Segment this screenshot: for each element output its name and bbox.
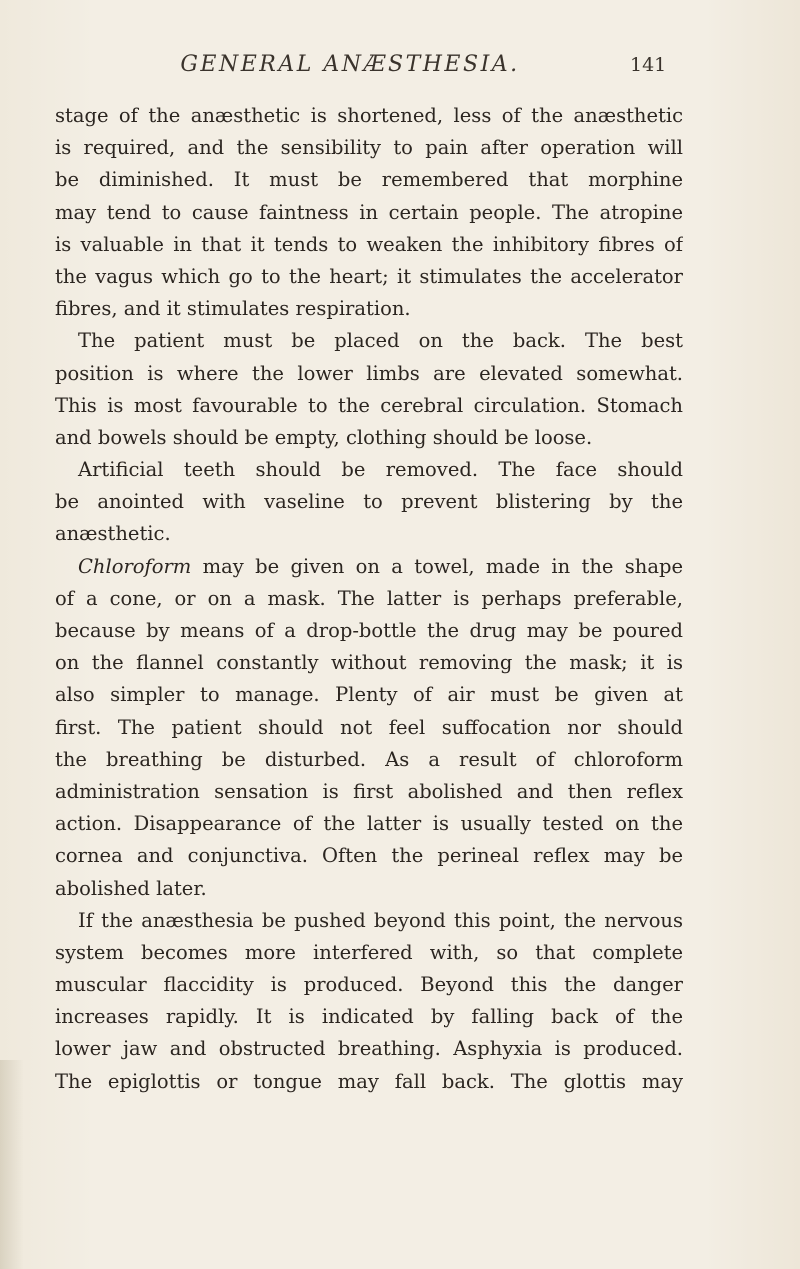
text-line: position is where the lower limbs are elevated somewhat. bbox=[55, 361, 683, 385]
text-line: be diminished. It must be remembered that morphine bbox=[55, 168, 683, 192]
text-span: may be given on a towel, made in the shape bbox=[191, 554, 683, 578]
text-line: the vagus which go to the heart; it stimulates the accelerator bbox=[55, 264, 683, 288]
text-line: is required, and the sensibility to pain after operation will bbox=[55, 136, 683, 160]
text-line: anæsthetic. bbox=[55, 522, 171, 546]
text-line: of a cone, or on a mask. The latter is perhaps preferable, bbox=[55, 586, 683, 610]
text-line: If the anæsthesia be pushed beyond this point, the nervous bbox=[78, 908, 683, 932]
text-line: The epiglottis or tongue may fall back. The glottis may bbox=[55, 1069, 683, 1093]
text-line: cornea and conjunctiva. Often the perineal reflex may be bbox=[55, 844, 683, 868]
text-line: The patient must be placed on the back. The best bbox=[78, 329, 683, 353]
text-line: also simpler to manage. Plenty of air must be given at bbox=[55, 683, 683, 707]
body-text bbox=[55, 100, 683, 1098]
text-line: fibres, and it stimulates respiration. bbox=[55, 297, 411, 321]
italic-term: Chloroform bbox=[78, 554, 192, 578]
text-line: on the flannel constantly without removing the mask; it is bbox=[55, 651, 683, 675]
text-line bbox=[55, 551, 683, 583]
text-line: abolished later. bbox=[55, 876, 207, 900]
text-line: be anointed with vaseline to prevent blistering by the bbox=[55, 490, 683, 514]
text-line: administration sensation is first abolished and then reflex bbox=[55, 779, 683, 803]
text-line: the breathing be disturbed. As a result of chloroform bbox=[55, 747, 683, 771]
text-line: because by means of a drop-bottle the drug may be poured bbox=[55, 619, 683, 642]
text-line: This is most favourable to the cerebral circulation. Stomach bbox=[55, 393, 683, 417]
page-shadow bbox=[0, 1060, 24, 1269]
text-line: may tend to cause faintness in certain people. The atropine bbox=[55, 200, 683, 224]
page-number: 141 bbox=[630, 54, 667, 76]
text-line: Artificial teeth should be removed. The face should bbox=[78, 458, 683, 482]
text-line: lower jaw and obstructed breathing. Asphyxia is produced. bbox=[55, 1037, 683, 1061]
text-line: increases rapidly. It is indicated by falling back of the bbox=[55, 1005, 683, 1029]
running-title: GENERAL ANÆSTHESIA. bbox=[180, 52, 520, 77]
text-line: system becomes more interfered with, so that complete bbox=[55, 940, 683, 964]
text-line: first. The patient should not feel suffocation nor should bbox=[55, 715, 683, 739]
text-line: action. Disappearance of the latter is usually tested on the bbox=[55, 812, 683, 836]
page-header bbox=[0, 52, 800, 86]
text-line: is valuable in that it tends to weaken the inhibitory fibres of bbox=[55, 232, 683, 256]
text-line: muscular flaccidity is produced. Beyond this the danger bbox=[55, 973, 683, 997]
text-line: stage of the anæsthetic is shortened, less of the anæsthetic bbox=[55, 104, 683, 127]
text-line: and bowels should be empty, clothing should be loose. bbox=[55, 425, 593, 449]
